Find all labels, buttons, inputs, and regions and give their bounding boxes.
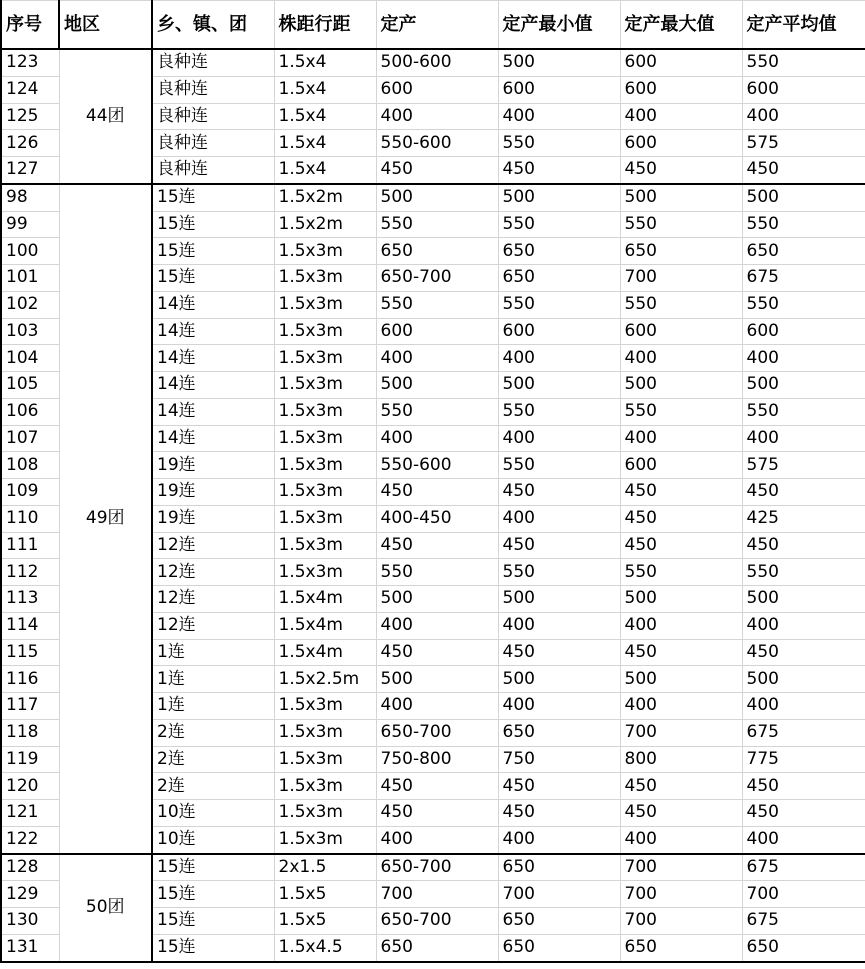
cell-yield-max[interactable]: 450 <box>620 639 742 666</box>
cell-yield-max[interactable]: 600 <box>620 318 742 345</box>
cell-yield[interactable]: 450 <box>376 639 498 666</box>
cell-index[interactable]: 120 <box>1 773 59 800</box>
cell-index[interactable]: 113 <box>1 586 59 613</box>
cell-index[interactable]: 110 <box>1 505 59 532</box>
cell-town[interactable]: 12连 <box>152 559 274 586</box>
cell-town[interactable]: 12连 <box>152 532 274 559</box>
cell-spacing[interactable]: 1.5x4m <box>274 612 376 639</box>
table-header <box>1 1 865 50</box>
cell-town[interactable]: 15连 <box>152 238 274 265</box>
cell-yield-min[interactable]: 650 <box>498 908 620 935</box>
cell-town[interactable]: 15连 <box>152 211 274 238</box>
cell-yield-min[interactable]: 450 <box>498 800 620 827</box>
cell-yield-avg[interactable]: 400 <box>742 826 865 853</box>
cell-yield-max[interactable]: 700 <box>620 908 742 935</box>
cell-town[interactable]: 12连 <box>152 586 274 613</box>
cell-spacing[interactable]: 1.5x4m <box>274 639 376 666</box>
cell-spacing[interactable]: 1.5x4.5 <box>274 934 376 961</box>
cell-yield-avg[interactable]: 450 <box>742 157 865 184</box>
cell-yield-max[interactable]: 500 <box>620 372 742 399</box>
cell-town[interactable]: 良种连 <box>152 76 274 103</box>
cell-yield-avg[interactable]: 450 <box>742 800 865 827</box>
cell-yield-avg[interactable]: 675 <box>742 265 865 292</box>
cell-yield[interactable]: 600 <box>376 76 498 103</box>
cell-yield[interactable]: 550 <box>376 211 498 238</box>
cell-yield-max[interactable]: 400 <box>620 612 742 639</box>
cell-index[interactable]: 127 <box>1 157 59 184</box>
cell-yield-avg[interactable]: 400 <box>742 612 865 639</box>
cell-index[interactable]: 99 <box>1 211 59 238</box>
cell-yield-max[interactable]: 450 <box>620 800 742 827</box>
header-cell-yield-avg[interactable]: 定产平均值 <box>742 1 865 50</box>
cell-spacing[interactable]: 1.5x3m <box>274 800 376 827</box>
cell-yield[interactable]: 650 <box>376 238 498 265</box>
cell-town[interactable]: 15连 <box>152 184 274 211</box>
cell-index[interactable]: 105 <box>1 372 59 399</box>
cell-index[interactable]: 129 <box>1 881 59 908</box>
cell-town[interactable]: 1连 <box>152 666 274 693</box>
cell-spacing[interactable]: 1.5x3m <box>274 505 376 532</box>
cell-index[interactable]: 107 <box>1 425 59 452</box>
cell-spacing[interactable]: 1.5x3m <box>274 773 376 800</box>
cell-yield[interactable]: 400 <box>376 826 498 853</box>
cell-index[interactable]: 108 <box>1 452 59 479</box>
cell-yield[interactable]: 550-600 <box>376 452 498 479</box>
cell-yield-max[interactable]: 400 <box>620 103 742 130</box>
cell-spacing[interactable]: 1.5x2m <box>274 184 376 211</box>
cell-yield-min[interactable]: 600 <box>498 76 620 103</box>
cell-index[interactable]: 116 <box>1 666 59 693</box>
cell-yield[interactable]: 500-600 <box>376 49 498 76</box>
cell-index[interactable]: 131 <box>1 934 59 961</box>
cell-yield-max[interactable]: 500 <box>620 184 742 211</box>
cell-yield[interactable]: 650-700 <box>376 265 498 292</box>
cell-town[interactable]: 10连 <box>152 826 274 853</box>
cell-yield[interactable]: 750-800 <box>376 746 498 773</box>
cell-town[interactable]: 良种连 <box>152 49 274 76</box>
cell-town[interactable]: 15连 <box>152 265 274 292</box>
cell-index[interactable]: 101 <box>1 265 59 292</box>
cell-index[interactable]: 121 <box>1 800 59 827</box>
cell-yield-avg[interactable]: 400 <box>742 425 865 452</box>
cell-yield-min[interactable]: 650 <box>498 238 620 265</box>
cell-yield[interactable]: 650-700 <box>376 854 498 881</box>
cell-yield[interactable]: 500 <box>376 372 498 399</box>
cell-index[interactable]: 114 <box>1 612 59 639</box>
cell-yield-avg[interactable]: 550 <box>742 398 865 425</box>
cell-index[interactable]: 100 <box>1 238 59 265</box>
cell-yield-max[interactable]: 700 <box>620 881 742 908</box>
cell-yield[interactable]: 400-450 <box>376 505 498 532</box>
cell-index[interactable]: 103 <box>1 318 59 345</box>
cell-yield-max[interactable]: 600 <box>620 76 742 103</box>
cell-yield[interactable]: 400 <box>376 612 498 639</box>
cell-index[interactable]: 130 <box>1 908 59 935</box>
cell-yield-min[interactable]: 550 <box>498 398 620 425</box>
cell-yield-min[interactable]: 550 <box>498 559 620 586</box>
cell-yield-min[interactable]: 500 <box>498 49 620 76</box>
cell-spacing[interactable]: 1.5x3m <box>274 479 376 506</box>
cell-yield-max[interactable]: 600 <box>620 49 742 76</box>
cell-yield-min[interactable]: 500 <box>498 666 620 693</box>
cell-yield-avg[interactable]: 450 <box>742 639 865 666</box>
cell-index[interactable]: 118 <box>1 719 59 746</box>
cell-yield-min[interactable]: 450 <box>498 157 620 184</box>
cell-index[interactable]: 104 <box>1 345 59 372</box>
cell-spacing[interactable]: 1.5x5 <box>274 908 376 935</box>
cell-spacing[interactable]: 1.5x3m <box>274 265 376 292</box>
cell-town[interactable]: 19连 <box>152 505 274 532</box>
cell-yield-max[interactable]: 650 <box>620 934 742 961</box>
header-cell-spacing[interactable]: 株距行距 <box>274 1 376 50</box>
cell-yield-max[interactable]: 400 <box>620 345 742 372</box>
cell-index[interactable]: 123 <box>1 49 59 76</box>
cell-spacing[interactable]: 1.5x3m <box>274 425 376 452</box>
cell-yield-min[interactable]: 500 <box>498 372 620 399</box>
header-row <box>1 1 865 50</box>
cell-spacing[interactable]: 1.5x3m <box>274 693 376 720</box>
cell-town[interactable]: 14连 <box>152 291 274 318</box>
cell-yield-max[interactable]: 450 <box>620 532 742 559</box>
cell-index[interactable]: 112 <box>1 559 59 586</box>
cell-yield-max[interactable]: 400 <box>620 425 742 452</box>
cell-spacing[interactable]: 1.5x3m <box>274 318 376 345</box>
cell-yield-max[interactable]: 450 <box>620 505 742 532</box>
cell-yield-avg[interactable]: 550 <box>742 291 865 318</box>
cell-town[interactable]: 良种连 <box>152 130 274 157</box>
cell-yield-min[interactable]: 650 <box>498 719 620 746</box>
cell-yield-avg[interactable]: 450 <box>742 532 865 559</box>
cell-yield-min[interactable]: 550 <box>498 291 620 318</box>
cell-yield-min[interactable]: 550 <box>498 211 620 238</box>
cell-yield-avg[interactable]: 775 <box>742 746 865 773</box>
header-cell-index[interactable]: 序号 <box>1 1 59 50</box>
cell-town[interactable]: 14连 <box>152 398 274 425</box>
cell-index[interactable]: 106 <box>1 398 59 425</box>
cell-yield-avg[interactable]: 450 <box>742 773 865 800</box>
cell-spacing[interactable]: 1.5x3m <box>274 291 376 318</box>
cell-yield-min[interactable]: 400 <box>498 505 620 532</box>
cell-town[interactable]: 14连 <box>152 345 274 372</box>
cell-spacing[interactable]: 1.5x3m <box>274 826 376 853</box>
cell-spacing[interactable]: 1.5x3m <box>274 238 376 265</box>
cell-yield[interactable]: 500 <box>376 666 498 693</box>
cell-yield-min[interactable]: 450 <box>498 773 620 800</box>
cell-region[interactable]: 50团 <box>59 854 152 962</box>
cell-region[interactable]: 44团 <box>59 49 152 184</box>
header-cell-town[interactable]: 乡、镇、团 <box>152 1 274 50</box>
cell-yield-avg[interactable]: 650 <box>742 238 865 265</box>
cell-region[interactable]: 49团 <box>59 184 152 854</box>
cell-yield[interactable]: 450 <box>376 479 498 506</box>
cell-yield-max[interactable]: 800 <box>620 746 742 773</box>
cell-yield-avg[interactable]: 500 <box>742 184 865 211</box>
cell-spacing[interactable]: 2x1.5 <box>274 854 376 881</box>
cell-town[interactable]: 良种连 <box>152 103 274 130</box>
cell-spacing[interactable]: 1.5x3m <box>274 719 376 746</box>
cell-yield-max[interactable]: 500 <box>620 586 742 613</box>
cell-yield-min[interactable]: 700 <box>498 881 620 908</box>
cell-spacing[interactable]: 1.5x4 <box>274 49 376 76</box>
cell-yield-avg[interactable]: 600 <box>742 76 865 103</box>
cell-yield-min[interactable]: 550 <box>498 130 620 157</box>
cell-yield-avg[interactable]: 675 <box>742 908 865 935</box>
cell-yield-avg[interactable]: 675 <box>742 719 865 746</box>
cell-yield[interactable]: 550 <box>376 398 498 425</box>
cell-yield-max[interactable]: 700 <box>620 265 742 292</box>
cell-town[interactable]: 2连 <box>152 719 274 746</box>
cell-town[interactable]: 14连 <box>152 318 274 345</box>
cell-spacing[interactable]: 1.5x4 <box>274 157 376 184</box>
cell-index[interactable]: 117 <box>1 693 59 720</box>
cell-yield[interactable]: 400 <box>376 345 498 372</box>
cell-town[interactable]: 2连 <box>152 773 274 800</box>
cell-yield-max[interactable]: 400 <box>620 693 742 720</box>
cell-index[interactable]: 111 <box>1 532 59 559</box>
cell-spacing[interactable]: 1.5x3m <box>274 345 376 372</box>
cell-yield-min[interactable]: 500 <box>498 184 620 211</box>
cell-index[interactable]: 98 <box>1 184 59 211</box>
cell-index[interactable]: 128 <box>1 854 59 881</box>
cell-yield[interactable]: 450 <box>376 773 498 800</box>
cell-yield[interactable]: 500 <box>376 184 498 211</box>
cell-index[interactable]: 126 <box>1 130 59 157</box>
cell-spacing[interactable]: 1.5x3m <box>274 746 376 773</box>
cell-yield[interactable]: 650-700 <box>376 719 498 746</box>
cell-spacing[interactable]: 1.5x3m <box>274 398 376 425</box>
cell-yield-max[interactable]: 550 <box>620 291 742 318</box>
cell-index[interactable]: 125 <box>1 103 59 130</box>
cell-yield-avg[interactable]: 500 <box>742 586 865 613</box>
cell-town[interactable]: 1连 <box>152 639 274 666</box>
cell-yield[interactable]: 550 <box>376 291 498 318</box>
cell-yield-avg[interactable]: 500 <box>742 666 865 693</box>
cell-yield[interactable]: 400 <box>376 693 498 720</box>
cell-yield-min[interactable]: 450 <box>498 479 620 506</box>
cell-yield[interactable]: 650-700 <box>376 908 498 935</box>
cell-yield-max[interactable]: 450 <box>620 157 742 184</box>
cell-town[interactable]: 15连 <box>152 854 274 881</box>
cell-yield-avg[interactable]: 675 <box>742 854 865 881</box>
cell-spacing[interactable]: 1.5x3m <box>274 452 376 479</box>
cell-yield-min[interactable]: 400 <box>498 693 620 720</box>
cell-yield[interactable]: 500 <box>376 586 498 613</box>
cell-yield-max[interactable]: 700 <box>620 854 742 881</box>
cell-yield-avg[interactable]: 650 <box>742 934 865 961</box>
cell-town[interactable]: 15连 <box>152 934 274 961</box>
cell-yield-min[interactable]: 400 <box>498 826 620 853</box>
cell-yield-avg[interactable]: 575 <box>742 452 865 479</box>
cell-yield-max[interactable]: 450 <box>620 773 742 800</box>
cell-index[interactable]: 122 <box>1 826 59 853</box>
cell-yield[interactable]: 450 <box>376 532 498 559</box>
cell-yield-avg[interactable]: 550 <box>742 559 865 586</box>
cell-spacing[interactable]: 1.5x3m <box>274 372 376 399</box>
cell-spacing[interactable]: 1.5x4 <box>274 103 376 130</box>
cell-yield-max[interactable]: 700 <box>620 719 742 746</box>
cell-town[interactable]: 10连 <box>152 800 274 827</box>
cell-yield-min[interactable]: 750 <box>498 746 620 773</box>
cell-yield[interactable]: 550-600 <box>376 130 498 157</box>
cell-yield-max[interactable]: 500 <box>620 666 742 693</box>
cell-yield-avg[interactable]: 700 <box>742 881 865 908</box>
cell-spacing[interactable]: 1.5x4 <box>274 76 376 103</box>
table-row <box>1 184 865 211</box>
cell-index[interactable]: 102 <box>1 291 59 318</box>
header-cell-yield-max[interactable]: 定产最大值 <box>620 1 742 50</box>
cell-yield-min[interactable]: 400 <box>498 345 620 372</box>
cell-town[interactable]: 15连 <box>152 908 274 935</box>
cell-yield[interactable]: 700 <box>376 881 498 908</box>
cell-town[interactable]: 12连 <box>152 612 274 639</box>
cell-yield[interactable]: 600 <box>376 318 498 345</box>
cell-town[interactable]: 良种连 <box>152 157 274 184</box>
cell-index[interactable]: 109 <box>1 479 59 506</box>
cell-yield-avg[interactable]: 450 <box>742 479 865 506</box>
header-cell-yield[interactable]: 定产 <box>376 1 498 50</box>
cell-yield[interactable]: 450 <box>376 157 498 184</box>
cell-yield-avg[interactable]: 400 <box>742 345 865 372</box>
cell-town[interactable]: 14连 <box>152 425 274 452</box>
cell-yield-min[interactable]: 400 <box>498 612 620 639</box>
cell-spacing[interactable]: 1.5x3m <box>274 559 376 586</box>
cell-yield-max[interactable]: 400 <box>620 826 742 853</box>
cell-yield-min[interactable]: 400 <box>498 425 620 452</box>
cell-yield-avg[interactable]: 400 <box>742 103 865 130</box>
cell-spacing[interactable]: 1.5x3m <box>274 532 376 559</box>
cell-yield-min[interactable]: 600 <box>498 318 620 345</box>
cell-spacing[interactable]: 1.5x2.5m <box>274 666 376 693</box>
cell-spacing[interactable]: 1.5x4m <box>274 586 376 613</box>
cell-yield[interactable]: 400 <box>376 103 498 130</box>
cell-yield-max[interactable]: 550 <box>620 398 742 425</box>
cell-town[interactable]: 15连 <box>152 881 274 908</box>
cell-yield[interactable]: 400 <box>376 425 498 452</box>
cell-spacing[interactable]: 1.5x5 <box>274 881 376 908</box>
cell-index[interactable]: 115 <box>1 639 59 666</box>
cell-yield-avg[interactable]: 600 <box>742 318 865 345</box>
cell-town[interactable]: 19连 <box>152 479 274 506</box>
cell-yield-min[interactable]: 550 <box>498 452 620 479</box>
cell-yield-avg[interactable]: 500 <box>742 372 865 399</box>
cell-yield-max[interactable]: 650 <box>620 238 742 265</box>
cell-yield-max[interactable]: 600 <box>620 130 742 157</box>
cell-index[interactable]: 124 <box>1 76 59 103</box>
cell-yield-avg[interactable]: 550 <box>742 211 865 238</box>
cell-yield-min[interactable]: 450 <box>498 639 620 666</box>
cell-town[interactable]: 14连 <box>152 372 274 399</box>
cell-yield-min[interactable]: 650 <box>498 854 620 881</box>
cell-index[interactable]: 119 <box>1 746 59 773</box>
cell-yield[interactable]: 650 <box>376 934 498 961</box>
cell-town[interactable]: 1连 <box>152 693 274 720</box>
cell-town[interactable]: 19连 <box>152 452 274 479</box>
cell-yield-avg[interactable]: 575 <box>742 130 865 157</box>
cell-yield-min[interactable]: 500 <box>498 586 620 613</box>
cell-yield-avg[interactable]: 550 <box>742 49 865 76</box>
cell-spacing[interactable]: 1.5x4 <box>274 130 376 157</box>
cell-yield-avg[interactable]: 400 <box>742 693 865 720</box>
cell-yield-min[interactable]: 650 <box>498 934 620 961</box>
cell-yield[interactable]: 550 <box>376 559 498 586</box>
table-row <box>1 49 865 76</box>
cell-yield[interactable]: 450 <box>376 800 498 827</box>
cell-yield-min[interactable]: 450 <box>498 532 620 559</box>
cell-yield-avg[interactable]: 425 <box>742 505 865 532</box>
table-body <box>1 49 865 962</box>
header-cell-yield-min[interactable]: 定产最小值 <box>498 1 620 50</box>
cell-yield-max[interactable]: 550 <box>620 211 742 238</box>
header-cell-region[interactable]: 地区 <box>59 1 152 50</box>
cell-yield-min[interactable]: 400 <box>498 103 620 130</box>
cell-spacing[interactable]: 1.5x2m <box>274 211 376 238</box>
table-row <box>1 854 865 881</box>
cell-yield-max[interactable]: 550 <box>620 559 742 586</box>
cell-town[interactable]: 2连 <box>152 746 274 773</box>
cell-yield-min[interactable]: 650 <box>498 265 620 292</box>
cell-yield-max[interactable]: 450 <box>620 479 742 506</box>
cell-yield-max[interactable]: 600 <box>620 452 742 479</box>
